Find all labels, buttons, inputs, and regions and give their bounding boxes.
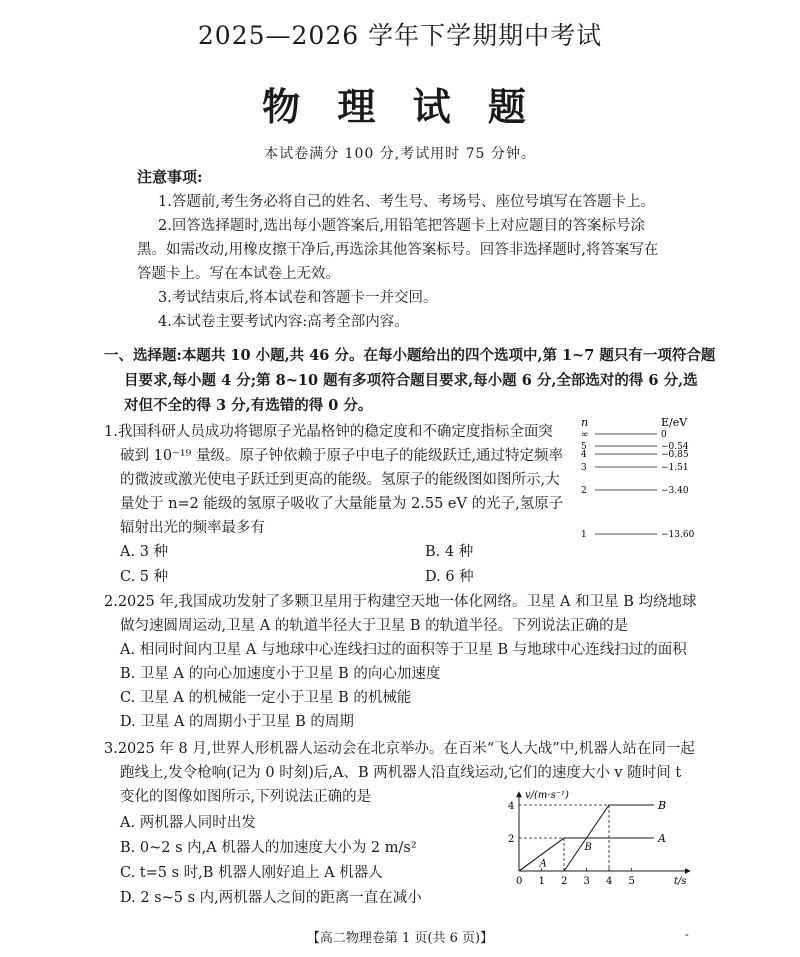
section-instructions: 一、选择题:本题共 10 小题,共 46 分。在每小题给出的四个选项中,第 1~7 题只有一项符合题 xyxy=(104,347,716,364)
exam-title: 2025—2026 学年下学期期中考试 xyxy=(197,21,603,50)
notice-line: 1.答题前,考生务必将自己的姓名、考生号、考场号、座位号填写在答题卡上。 xyxy=(158,194,655,210)
x-tick-label: 5 xyxy=(628,876,635,887)
level-n-label: 4 xyxy=(581,450,587,460)
corner-mark: - xyxy=(685,928,689,941)
q1-option-c: C. 5 种 xyxy=(120,569,169,585)
notice-line: 2.回答选择题时,选出每小题答案后,用铅笔把答题卡上对应题目的答案标号涂 xyxy=(158,218,646,234)
level-n-label: 5 xyxy=(581,442,587,452)
q2-stem: 做匀速圆周运动,卫星 A 的轨道半径大于卫星 B 的轨道半径。下列说法正确的是 xyxy=(120,618,629,634)
energy-level-diagram xyxy=(575,412,710,542)
q2-option-a: A. 相同时间内卫星 A 与地球中心连线扫过的面积等于卫星 B 与地球中心连线扫过的面积 xyxy=(120,642,687,658)
x-tick-label: 2 xyxy=(561,876,568,887)
x-tick-label: 4 xyxy=(606,876,613,887)
y-tick-label: 2 xyxy=(508,834,515,845)
q2-stem: 2.2025 年,我国成功发射了多颗卫星用于构建空天地一体化网络。卫星 A 和卫星 B 均绕地球 xyxy=(104,594,697,610)
y-axis-label: v/(m·s⁻¹) xyxy=(525,790,569,801)
energy-axis-label: E/eV xyxy=(661,416,688,429)
q2-option-c: C. 卫星 A 的机械能一定小于卫星 B 的机械能 xyxy=(120,690,412,706)
notice-line: 答题卡上。写在本试卷上无效。 xyxy=(137,266,340,282)
subject-title: 物 理 试 题 xyxy=(262,84,538,129)
q1-stem: 1.我国科研人员成功将锶原子光晶格钟的稳定度和不确定度指标全面突 xyxy=(104,424,553,440)
series-segment-label: B xyxy=(584,842,592,853)
section-instructions: 目要求,每小题 4 分;第 8~10 题有多项符合题目要求,每小题 6 分,全部选对的得 6 分,选 xyxy=(124,372,698,389)
notice-heading: 注意事项: xyxy=(137,168,203,186)
q3-option-c: C. t=5 s 时,B 机器人刚好追上 A 机器人 xyxy=(120,865,383,881)
q3-option-d: D. 2 s~5 s 内,两机器人之间的距离一直在减小 xyxy=(120,890,422,906)
q3-stem: 3.2025 年 8 月,世界人形机器人运动会在北京举办。在百米“飞人大战”中,机器人站在同一起 xyxy=(104,741,695,757)
section-instructions: 对但不全的得 3 分,有选错的得 0 分。 xyxy=(124,397,373,414)
q2-option-b: B. 卫星 A 的向心加速度小于卫星 B 的向心加速度 xyxy=(120,666,441,682)
velocity-time-chart xyxy=(500,786,700,891)
x-tick-label: 0 xyxy=(516,876,523,887)
level-energy-label: −0.54 xyxy=(661,442,689,452)
level-energy-label: −3.40 xyxy=(661,486,689,496)
level-n-label: 1 xyxy=(581,530,587,540)
q3-option-b: B. 0~2 s 内,A 机器人的加速度大小为 2 m/s² xyxy=(120,840,417,856)
q1-stem: 辐射出光的频率最多有 xyxy=(120,520,265,536)
page-footer: 【高二物理卷第 1 页(共 6 页)】 xyxy=(306,931,494,946)
level-energy-label: −0.85 xyxy=(661,450,689,460)
level-energy-label: −13.60 xyxy=(661,530,695,540)
level-energy-label: −1.51 xyxy=(661,463,689,473)
score-info: 本试卷满分 100 分,考试用时 75 分钟。 xyxy=(264,146,536,162)
x-tick-label: 1 xyxy=(538,876,545,887)
series-end-label: B xyxy=(658,799,667,812)
q3-stem: 变化的图像如图所示,下列说法正确的是 xyxy=(120,789,372,805)
x-axis-label: t/s xyxy=(674,876,687,887)
n-axis-label: n xyxy=(581,416,589,429)
notice-line: 4.本试卷主要考试内容:高考全部内容。 xyxy=(158,314,409,330)
level-n-label: 2 xyxy=(581,486,587,496)
level-n-label: ∞ xyxy=(581,430,589,440)
q1-option-b: B. 4 种 xyxy=(425,544,474,560)
level-energy-label: 0 xyxy=(661,430,667,440)
x-tick-label: 3 xyxy=(583,876,590,887)
series-segment-label: A xyxy=(539,858,547,870)
chart-marks xyxy=(508,799,666,887)
q3-option-a: A. 两机器人同时出发 xyxy=(120,815,256,831)
series-end-label: A xyxy=(658,832,666,845)
q2-option-d: D. 卫星 A 的周期小于卫星 B 的周期 xyxy=(120,714,354,730)
notice-line: 黑。如需改动,用橡皮擦干净后,再选涂其他答案标号。回答非选择题时,将答案写在 xyxy=(137,242,659,258)
notice-line: 3.考试结束后,将本试卷和答题卡一并交回。 xyxy=(158,290,438,306)
q1-stem: 的微波或激光使电子跃迁到更高的能级。氢原子的能级图如图所示,大 xyxy=(120,472,560,488)
energy-levels xyxy=(581,430,695,540)
level-n-label: 3 xyxy=(581,463,587,473)
q3-stem: 跑线上,发令枪响(记为 0 时刻)后,A、B 两机器人沿直线运动,它们的速度大小 v 随时间 t xyxy=(120,765,682,781)
q1-option-a: A. 3 种 xyxy=(120,544,169,560)
q1-option-d: D. 6 种 xyxy=(425,569,474,585)
y-tick-label: 4 xyxy=(508,801,515,812)
q1-stem: 量处于 n=2 能级的氢原子吸收了大量能量为 2.55 eV 的光子,氢原子 xyxy=(120,496,564,512)
q1-stem: 破到 10⁻¹⁹ 量级。原子钟依赖于原子中电子的能级跃迁,通过特定频率 xyxy=(120,448,564,464)
